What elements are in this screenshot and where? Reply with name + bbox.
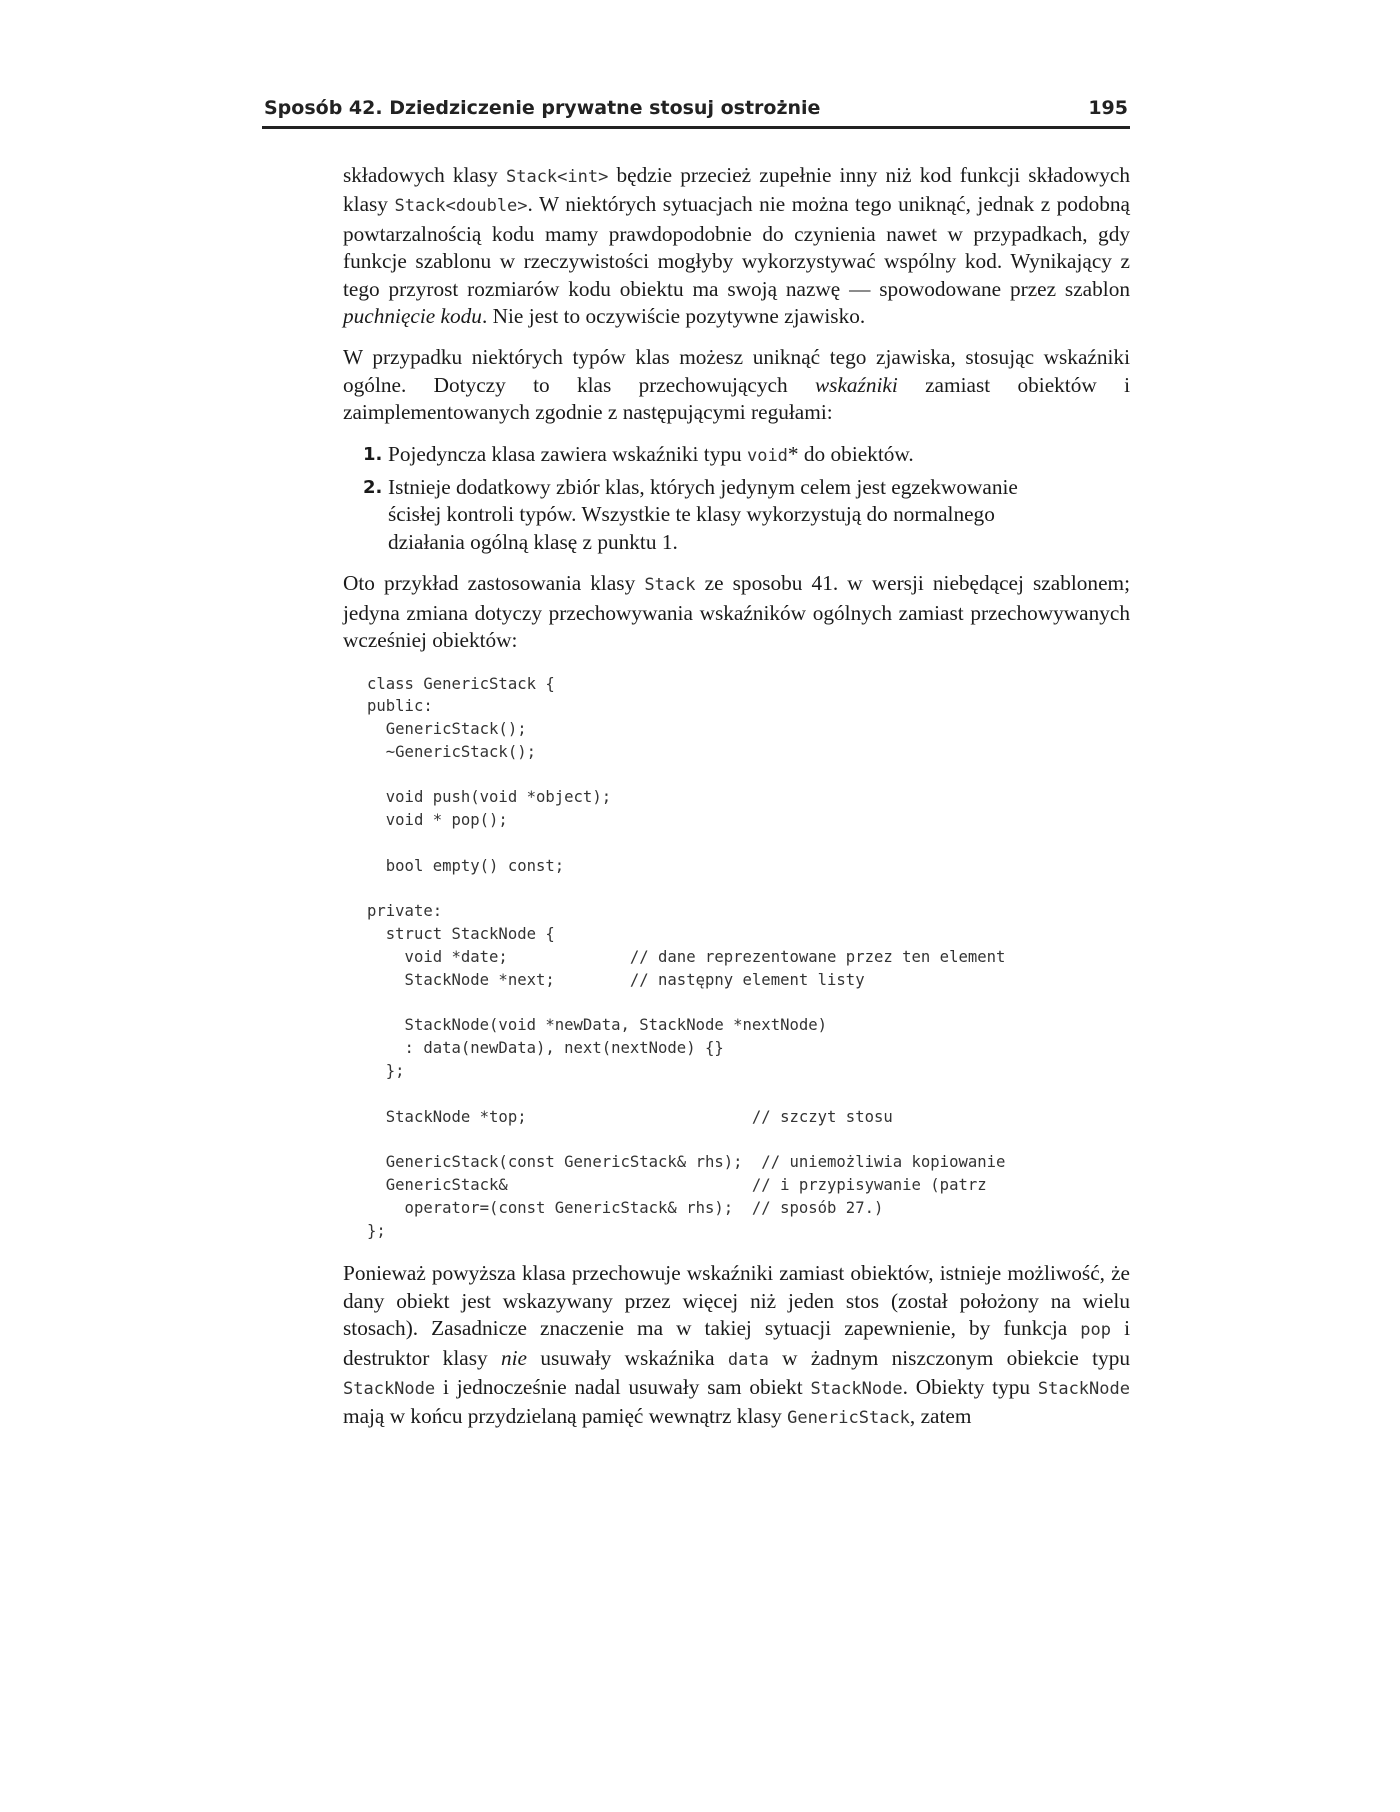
text: i jednocześnie nadal usuwały sam obiekt bbox=[435, 1375, 811, 1400]
text: mają w końcu przydzielaną pamięć wewnątrz klasy bbox=[343, 1404, 788, 1429]
inline-code: data bbox=[727, 1349, 769, 1370]
text: Ponieważ powyższa klasa przechowuje wskaźniki zamiast obiektów, istnieje możliwość, że dany obiekt jest wskazywany przez więcej niż jeden stos (został położony na wielu stosach). Zasadnicze znaczenie ma w takiej sytuacji zapewnienie, by funkcja bbox=[343, 1261, 1130, 1341]
paragraph-2 bbox=[343, 344, 1130, 426]
running-header bbox=[262, 96, 1130, 129]
inline-code: GenericStack bbox=[787, 1408, 910, 1429]
text: Istnieje dodatkowy zbiór klas, których jedynym celem jest egzekwowanie ścisłej kontroli typów. Wszystkie te klasy wykorzystują do normalnego działania ogólną klasę z punktu 1. bbox=[388, 475, 1018, 554]
text: Oto przykład zastosowania klasy bbox=[343, 571, 645, 596]
inline-code: StackNode bbox=[810, 1379, 903, 1400]
text: W przypadku niektórych typów klas możesz uniknąć tego zjawiska, stosując wskaźniki ogólne. Dotyczy to klas przechowujących bbox=[343, 345, 1130, 397]
text: * do obiektów. bbox=[787, 441, 914, 466]
inline-code: void bbox=[746, 445, 788, 466]
text: . W niektórych sytuacjach nie można tego uniknąć, jednak z podobną powtarzalnością kodu mamy prawdopodobnie do czynienia nawet w przypadkach, gdy funkcje szablonu w rzeczywistości mogłyby wykorzystywać wspólny kod. Wynikający z tego przyrost rozmiarów kodu obiektu ma swoją nazwę — spowodowane przez szablon bbox=[343, 192, 1130, 301]
inline-code: Stack<double> bbox=[394, 196, 528, 217]
paragraph-1 bbox=[343, 162, 1130, 330]
code-listing: class GenericStack { public: GenericStack(); ~GenericStack(); void push(void *object); void * pop(); bool empty() const; private: struct StackNode { void *date; // dane reprezentowane przez ten element StackNode *next; // następny element listy StackNode(void *newData, StackNode *nextNode) : data(newData), next(nextNode) {} }; StackNode *top; // szczyt stosu GenericStack(const GenericStack& rhs); // uniemożliwia kopiowanie GenericStack& // i przypisywanie (patrz operator=(const GenericStack& rhs); // sposób 27.) }; bbox=[367, 674, 1006, 1240]
paragraph-4 bbox=[343, 1260, 1130, 1432]
text: zamiast obiektów i zaimplementowanych zgodnie z następującymi regułami: bbox=[343, 372, 1130, 425]
chapter-title: Sposób 42. Dziedziczenie prywatne stosuj ostrożnie bbox=[264, 97, 821, 119]
inline-code: Stack<int> bbox=[505, 167, 609, 187]
page-number: 195 bbox=[1088, 97, 1128, 119]
list-item bbox=[343, 474, 1028, 556]
italic-term: puchnięcie kodu bbox=[343, 304, 482, 329]
list-item bbox=[343, 441, 1028, 470]
inline-code: Stack bbox=[644, 575, 696, 596]
italic-term: nie bbox=[500, 1345, 527, 1370]
page-body bbox=[343, 162, 1130, 1433]
text: Pojedyncza klasa zawiera wskaźniki typu bbox=[388, 441, 747, 466]
inline-code: StackNode bbox=[343, 1379, 436, 1400]
text: i destruktor klasy bbox=[343, 1316, 1130, 1370]
inline-code: pop bbox=[1080, 1320, 1112, 1341]
text: składowych klasy bbox=[343, 163, 506, 187]
italic-term: wskaźniki bbox=[814, 372, 898, 397]
text: będzie przecież zupełnie inny niż kod funkcji składowych klasy bbox=[343, 163, 1130, 217]
text: w żadnym niszczonym obiekcie typu bbox=[768, 1345, 1130, 1370]
paragraph-3 bbox=[343, 570, 1130, 654]
text: ze sposobu 41. w wersji niebędącej szablonem; jedyna zmiana dotyczy przechowywania wskaźników ogólnych zamiast przechowywanych wcześniej obiektów: bbox=[343, 571, 1131, 653]
text: . Obiekty typu bbox=[902, 1375, 1038, 1400]
list-number: 1. bbox=[363, 443, 383, 465]
numbered-list bbox=[343, 441, 1130, 557]
inline-code: StackNode bbox=[1037, 1379, 1130, 1400]
text: , zatem bbox=[909, 1404, 972, 1429]
text: usuwały wskaźnika bbox=[527, 1345, 728, 1370]
text: . Nie jest to oczywiście pozytywne zjawisko. bbox=[481, 304, 866, 329]
list-number: 2. bbox=[363, 477, 383, 499]
